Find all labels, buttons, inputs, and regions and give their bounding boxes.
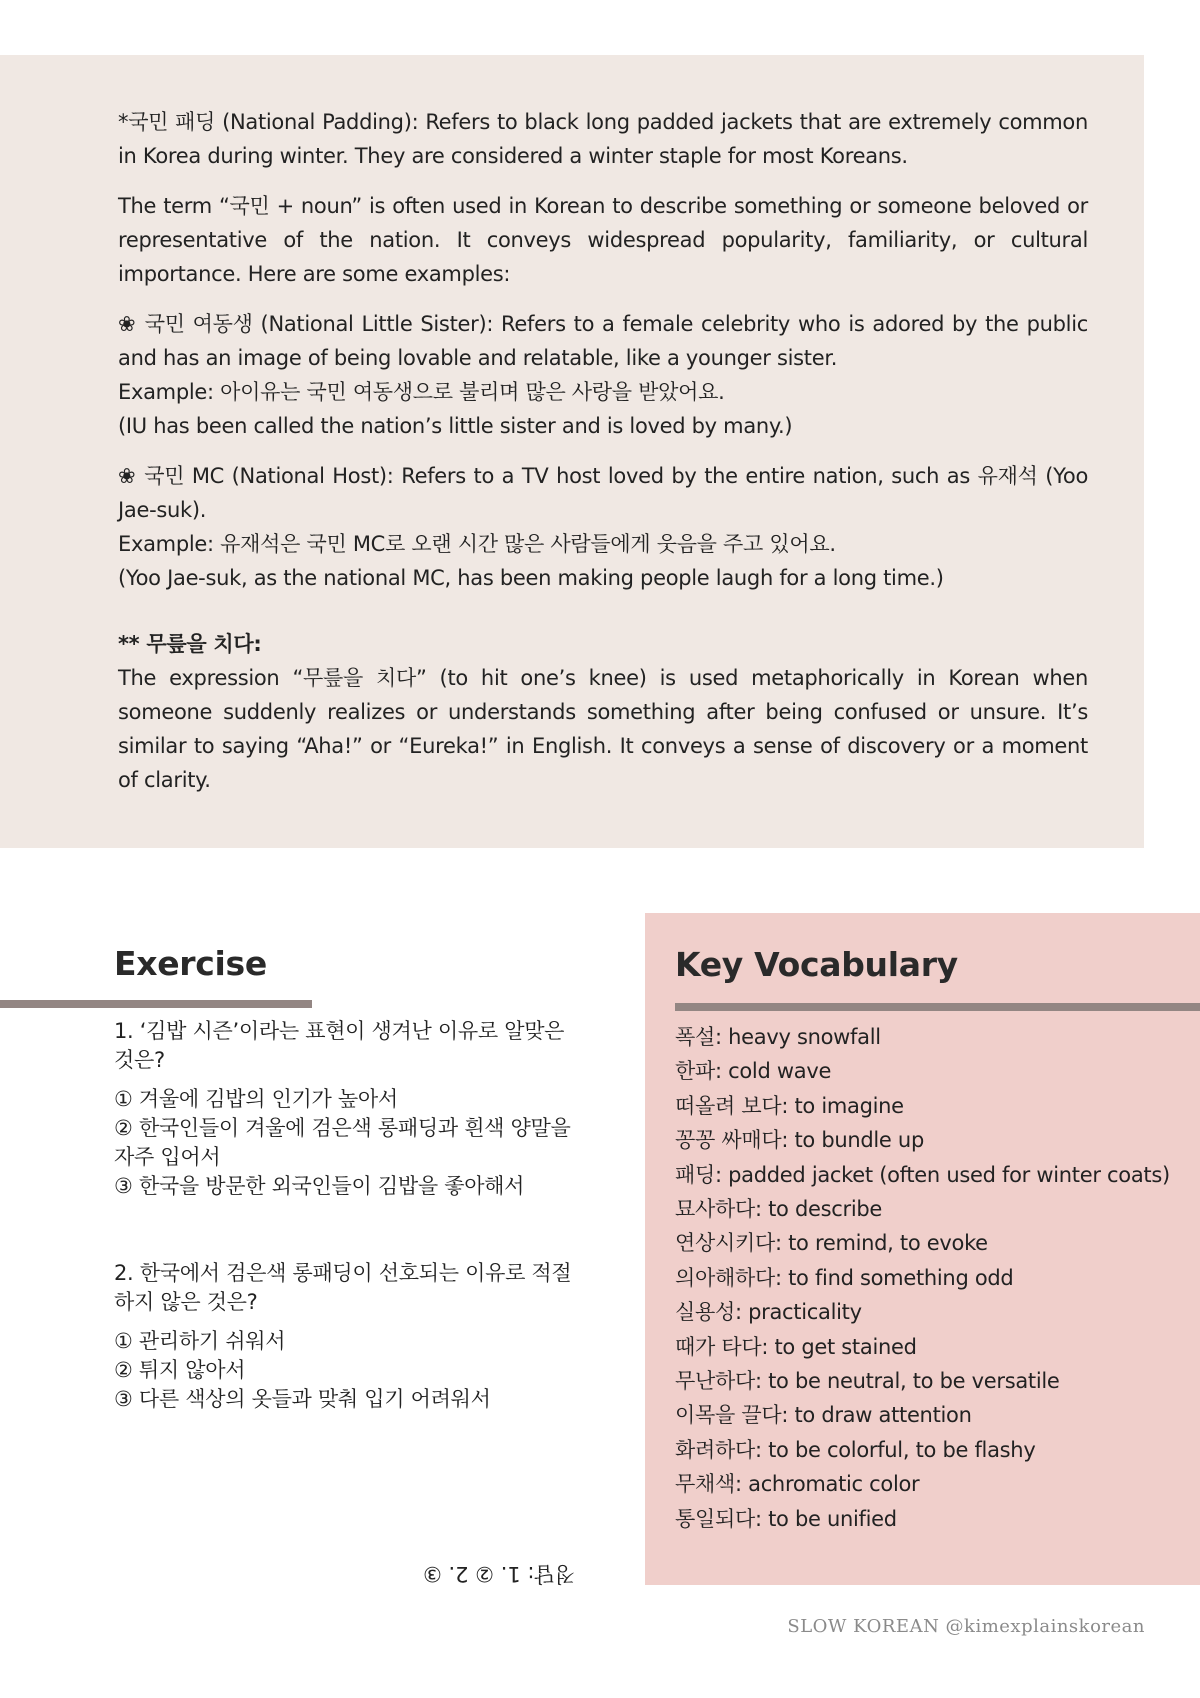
note-national-term: The term “국민 + noun” is often used in Korean to describe something or someone beloved or representative of the nation. It conveys widespread popularity, familiarity, or cultural importance. Here are some examples: <box>118 194 1088 286</box>
vocabulary-definition: : to be unified <box>754 1506 897 1531</box>
question-2: 2. 한국에서 검은색 롱패딩이 선호되는 이유로 적절하지 않은 것은? <box>114 1261 572 1314</box>
vocabulary-definition: : to imagine <box>781 1093 904 1118</box>
vocabulary-item <box>675 1054 1175 1088</box>
vocabulary-term: 무난하다 <box>675 1369 755 1394</box>
vocabulary-item <box>675 1295 1175 1329</box>
note-example-national-mc <box>118 459 1088 595</box>
vocabulary-definition: : padded jacket (often used for winter coats) <box>714 1162 1170 1187</box>
vocabulary-item <box>675 1020 1175 1054</box>
vocabulary-definition: : to bundle up <box>781 1128 924 1153</box>
vocabulary-term: 화려하다 <box>675 1437 755 1462</box>
note-knee-expression <box>118 627 1088 797</box>
vocabulary-definition: : to be colorful, to be flashy <box>754 1437 1036 1462</box>
vocabulary-title: Key Vocabulary <box>675 945 958 984</box>
example-sentence: Example: 유재석은 국민 MC로 오랜 시간 많은 사람들에게 웃음을 주고 있어요. <box>118 532 836 556</box>
vocabulary-definition: : to remind, to evoke <box>774 1231 988 1256</box>
vocabulary-term: 무채색 <box>675 1472 735 1497</box>
vocabulary-term: 연상시키다 <box>675 1231 775 1256</box>
example-translation: (Yoo Jae-suk, as the national MC, has been making people laugh for a long time.) <box>118 566 944 590</box>
vocabulary-term: 이목을 끌다 <box>675 1403 782 1428</box>
vocabulary-term: 한파 <box>675 1059 715 1084</box>
exercise-questions <box>114 1017 584 1414</box>
vocabulary-definition: : to describe <box>754 1197 883 1222</box>
vocabulary-definition: : cold wave <box>714 1059 832 1084</box>
vocabulary-definition: : to be neutral, to be versatile <box>754 1369 1060 1394</box>
vocabulary-item <box>675 1467 1175 1501</box>
example-definition: ❀ 국민 여동생 (National Little Sister): Refers to a female celebrity who is adored by the public and has an image of being lovable and relatable, like a younger sister. <box>118 312 1088 370</box>
vocabulary-term: 의아해하다 <box>675 1265 775 1290</box>
example-sentence: Example: 아이유는 국민 여동생으로 불리며 많은 사랑을 받았어요. <box>118 380 725 404</box>
vocabulary-definition: : practicality <box>734 1300 862 1325</box>
question-1: 1. ‘김밥 시즌’이라는 표현이 생겨난 이유로 알맞은 것은? <box>114 1019 565 1072</box>
vocabulary-definition: : to get stained <box>761 1334 917 1359</box>
vocabulary-item <box>675 1330 1175 1364</box>
vocabulary-definition: : to find something odd <box>774 1265 1014 1290</box>
vocabulary-term: 꽁꽁 싸매다 <box>675 1128 782 1153</box>
notes-content <box>118 105 1088 813</box>
vocabulary-panel <box>645 913 1200 1585</box>
vocabulary-term: 실용성 <box>675 1300 735 1325</box>
vocabulary-item <box>675 1261 1175 1295</box>
exercise-title: Exercise <box>114 944 267 983</box>
vocabulary-definition: : achromatic color <box>734 1472 920 1497</box>
question-2-option: ③ 다른 색상의 옷들과 맞춰 입기 어려워서 <box>114 1387 491 1411</box>
vocabulary-divider <box>675 1003 1200 1011</box>
note-heading: ** 무릎을 치다: <box>118 632 262 656</box>
vocabulary-item <box>675 1364 1175 1398</box>
question-1-option: ① 겨울에 김밥의 인기가 높아서 <box>114 1087 398 1111</box>
vocabulary-term: 패딩 <box>675 1162 715 1187</box>
vocabulary-term: 폭설 <box>675 1025 715 1049</box>
note-national-padding: *국민 패딩 (National Padding): Refers to black long padded jackets that are extremely common in Korea during winter. They are considered a winter staple for most Koreans. <box>118 110 1088 168</box>
question-2-option: ① 관리하기 쉬워서 <box>114 1329 286 1353</box>
vocabulary-item <box>675 1226 1175 1260</box>
example-definition: ❀ 국민 MC (National Host): Refers to a TV host loved by the entire nation, such as 유재석 (Yoo Jae-suk). <box>118 464 1088 522</box>
vocabulary-item <box>675 1089 1175 1123</box>
notes-panel <box>0 55 1144 848</box>
note-example-little-sister <box>118 307 1088 443</box>
vocabulary-term: 묘사하다 <box>675 1197 755 1222</box>
question-1-option: ② 한국인들이 겨울에 검은색 롱패딩과 흰색 양말을 자주 입어서 <box>114 1116 571 1169</box>
vocabulary-definition: : heavy snowfall <box>714 1025 881 1049</box>
footer-credit: SLOW KOREAN @kimexplainskorean <box>787 1616 1145 1637</box>
vocabulary-item <box>675 1502 1175 1536</box>
vocabulary-item <box>675 1433 1175 1467</box>
vocabulary-term: 떠올려 보다 <box>675 1093 782 1118</box>
vocabulary-item <box>675 1123 1175 1157</box>
vocabulary-item <box>675 1192 1175 1226</box>
vocabulary-definition: : to draw attention <box>781 1403 972 1428</box>
note-body: The expression “무릎을 치다” (to hit one’s knee) is used metaphorically in Korean when someone suddenly realizes or understands something after being confused or unsure. It’s similar to saying “Aha!” or “Eureka!” in English. It conveys a sense of discovery or a moment of clarity. <box>118 666 1088 792</box>
example-translation: (IU has been called the nation’s little sister and is loved by many.) <box>118 414 793 438</box>
exercise-divider <box>0 1000 312 1008</box>
answer-key-upside-down: 정답: 1. ② 2. ③ <box>423 1562 576 1586</box>
vocabulary-item <box>675 1398 1175 1432</box>
vocabulary-item <box>675 1158 1175 1192</box>
vocabulary-list <box>675 1020 1175 1536</box>
vocabulary-term: 통일되다 <box>675 1506 755 1531</box>
question-2-option: ② 튀지 않아서 <box>114 1358 246 1382</box>
question-1-option: ③ 한국을 방문한 외국인들이 김밥을 좋아해서 <box>114 1174 525 1198</box>
vocabulary-term: 때가 타다 <box>675 1334 762 1359</box>
